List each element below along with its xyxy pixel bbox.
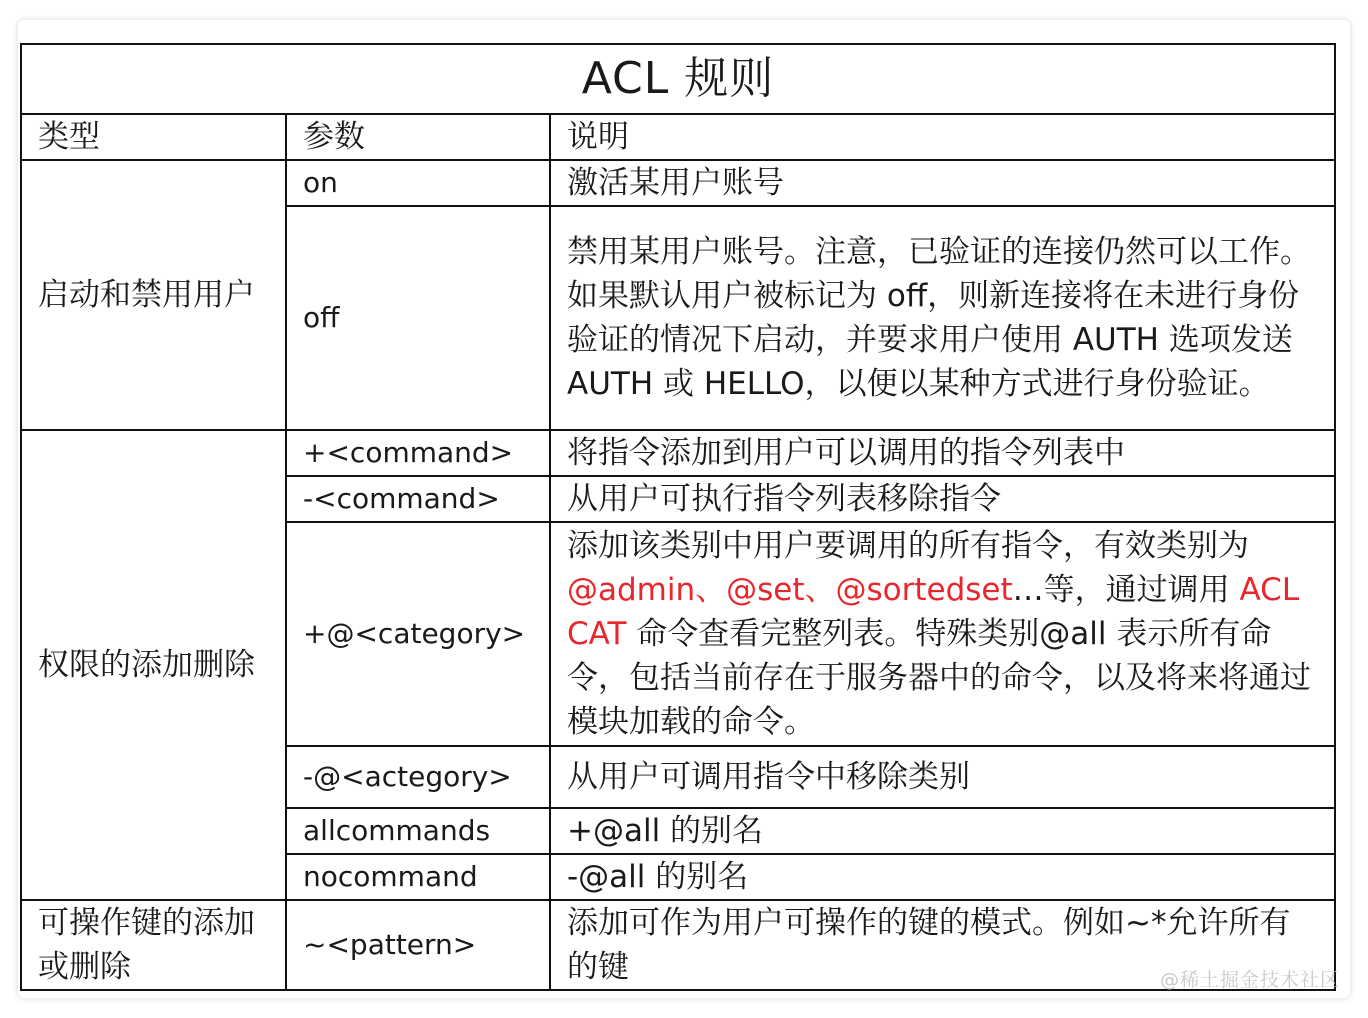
title-row <box>21 44 1335 114</box>
group-keys: 可操作键的添加或删除 <box>21 900 286 990</box>
acl-cat-command: ACL CAT <box>567 572 1300 652</box>
desc-cell: 将指令添加到用户可以调用的指令列表中 <box>550 430 1335 476</box>
param-cell: allcommands <box>286 808 550 854</box>
group-permission: 权限的添加删除 <box>21 430 286 900</box>
param-cell: -@<actegory> <box>286 746 550 808</box>
param-cell: nocommand <box>286 854 550 900</box>
table-row <box>21 430 1335 476</box>
table-title: ACL 规则 <box>21 44 1335 114</box>
param-cell: -<command> <box>286 476 550 522</box>
param-cell: +@<category> <box>286 522 550 746</box>
table-row <box>21 160 1335 206</box>
desc-cell: 从用户可执行指令列表移除指令 <box>550 476 1335 522</box>
desc-cell: 禁用某用户账号。注意，已验证的连接仍然可以工作。如果默认用户被标记为 off，则新连接将在未进行身份验证的情况下启动，并要求用户使用 AUTH 选项发送 AUTH 或 HELLO，以便以某种方式进行身份验证。 <box>550 206 1335 430</box>
category-examples: @admin、@set、@sortedset <box>567 572 1013 608</box>
desc-cell: 从用户可调用指令中移除类别 <box>550 746 1335 808</box>
param-cell: ~<pattern> <box>286 900 550 990</box>
desc-text: …等，通过调用 <box>1012 572 1240 608</box>
param-cell: +<command> <box>286 430 550 476</box>
desc-cell: -@all 的别名 <box>550 854 1335 900</box>
desc-cell <box>550 522 1335 746</box>
desc-cell: 激活某用户账号 <box>550 160 1335 206</box>
header-param: 参数 <box>286 114 550 160</box>
watermark: @稀土掘金技术社区 <box>1159 969 1340 991</box>
group-enable-disable: 启动和禁用用户 <box>21 160 286 430</box>
table-row <box>21 900 1335 990</box>
desc-text: 命令查看完整列表。特殊类别@all 表示所有命令，包括当前存在于服务器中的命令，以及将来将通过模块加载的命令。 <box>567 616 1311 740</box>
acl-rules-table <box>20 43 1336 991</box>
param-cell: off <box>286 206 550 430</box>
header-desc: 说明 <box>550 114 1335 160</box>
desc-cell: +@all 的别名 <box>550 808 1335 854</box>
header-type: 类型 <box>21 114 286 160</box>
header-row <box>21 114 1335 160</box>
desc-text: 添加该类别中用户要调用的所有指令，有效类别为 <box>567 528 1249 564</box>
param-cell: on <box>286 160 550 206</box>
desc-cell: 添加可作为用户可操作的键的模式。例如~*允许所有的键 <box>550 900 1335 990</box>
